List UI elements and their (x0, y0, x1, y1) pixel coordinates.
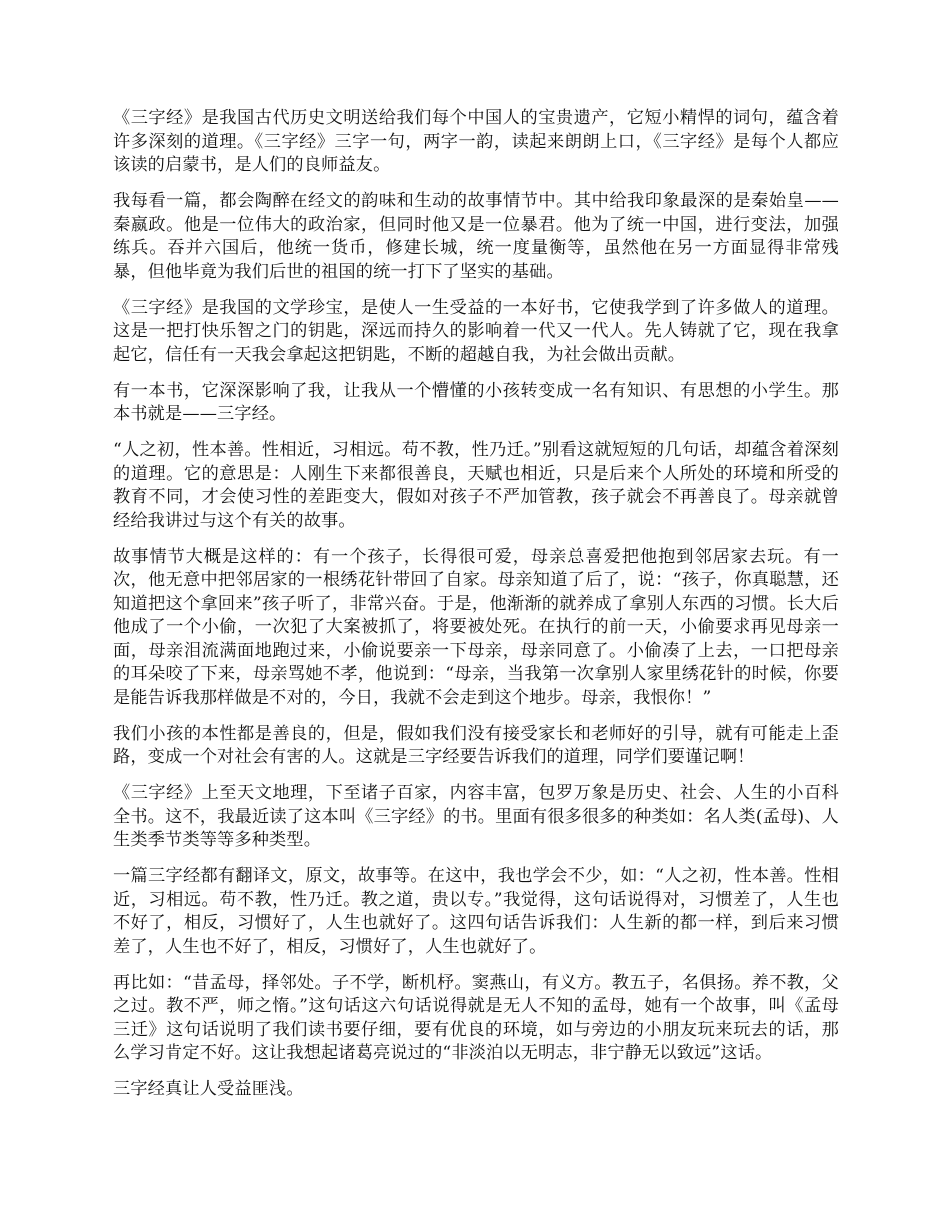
paragraph-10: 再比如：“昔孟母，择邻处。子不学，断机杼。窦燕山，有义方。教五子，名俱扬。养不教，父之过。教不严，师之惰。”这句话这六句话说得就是无人不知的孟母，她有一个故事，叫《孟母三迁》这句话说明了我们读书要仔细，要有优良的环境，如与旁边的小朋友玩来玩去的话，那么学习肯定不好。这让我想起诸葛亮说过的“非淡泊以无明志，非宁静无以致远”这话。 (113, 972, 839, 1063)
paragraph-6: 故事情节大概是这样的：有一个孩子，长得很可爱，母亲总喜爱把他抱到邻居家去玩。有一次，他无意中把邻居家的一根绣花针带回了自家。母亲知道了后了，说：“孩子，你真聪慧，还知道把这个拿回来”孩子听了，非常兴奋。于是，他渐渐的就养成了拿别人东西的习惯。长大后他成了一个小偷，一次犯了大案被抓了，将要被处死。在执行的前一天，小偷要求再见母亲一面，母亲泪流满面地跑过来，小偷说要亲一下母亲，母亲同意了。小偷凑了上去，一口把母亲的耳朵咬了下来，母亲骂她不孝，他说到：“母亲，当我第一次拿别人家里绣花针的时候，你要是能告诉我那样做是不对的，今日，我就不会走到这个地步。母亲，我恨你！” (113, 546, 839, 708)
paragraph-4: 有一本书，它深深影响了我，让我从一个懵懂的小孩转变成一名有知识、有思想的小学生。那本书就是——三字经。 (113, 380, 839, 424)
paragraph-5: “人之初，性本善。性相近，习相远。苟不教，性乃迁。”别看这就短短的几句话，却蕴含着深刻的道理。它的意思是：人刚生下来都很善良，天赋也相近，只是后来个人所处的环境和所受的教育不同，才会使习性的差距变大，假如对孩子不严加管教，孩子就会不再善良了。母亲就曾经给我讲过与这个有关的故事。 (113, 440, 839, 531)
essay-body (113, 107, 839, 1114)
paragraph-11: 三字经真让人受益匪浅。 (113, 1079, 304, 1099)
paragraph-9: 一篇三字经都有翻译文，原文，故事等。在这中，我也学会不少，如：“人之初，性本善。性相近，习相远。苟不教，性乃迁。教之道，贵以专。”我觉得，这句话说得对，习惯差了，人生也不好了，相反，习惯好了，人生也就好了。这四句话告诉我们：人生新的都一样，到后来习惯差了，人生也不好了，相反，习惯好了，人生也就好了。 (113, 866, 839, 957)
paragraph-7: 我们小孩的本性都是善良的，但是，假如我们没有接受家长和老师好的引导，就有可能走上歪路，变成一个对社会有害的人。这就是三字经要告诉我们的道理，同学们要谨记啊！ (113, 723, 839, 767)
paragraph-3: 《三字经》是我国的文学珍宝，是使人一生受益的一本好书，它使我学到了许多做人的道理。这是一把打快乐智之门的钥匙，深远而持久的影响着一代又一代人。先人铸就了它，现在我拿起它，信任有一天我会拿起这把钥匙，不断的超越自我，为社会做出贡献。 (113, 297, 839, 365)
paragraph-2: 我每看一篇，都会陶醉在经文的韵味和生动的故事情节中。其中给我印象最深的是秦始皇——秦嬴政。他是一位伟大的政治家，但同时他又是一位暴君。他为了统一中国，进行变法，加强练兵。吞并六国后，他统一货币，修建长城，统一度量衡等，虽然他在另一方面显得非常残暴，但他毕竟为我们后世的祖国的统一打下了坚实的基础。 (113, 191, 839, 282)
paragraph-1: 《三字经》是我国古代历史文明送给我们每个中国人的宝贵遗产，它短小精悍的词句，蕴含着许多深刻的道理。《三字经》三字一句，两字一韵，读起来朗朗上口，《三字经》是每个人都应该读的启蒙书，是人们的良师益友。 (113, 108, 839, 175)
paragraph-8: 《三字经》上至天文地理，下至诸子百家，内容丰富，包罗万象是历史、社会、人生的小百科全书。这不，我最近读了这本叫《三字经》的书。里面有很多很多的种类如：名人类(孟母)、人生类季节类等等多种类型。 (113, 783, 839, 850)
